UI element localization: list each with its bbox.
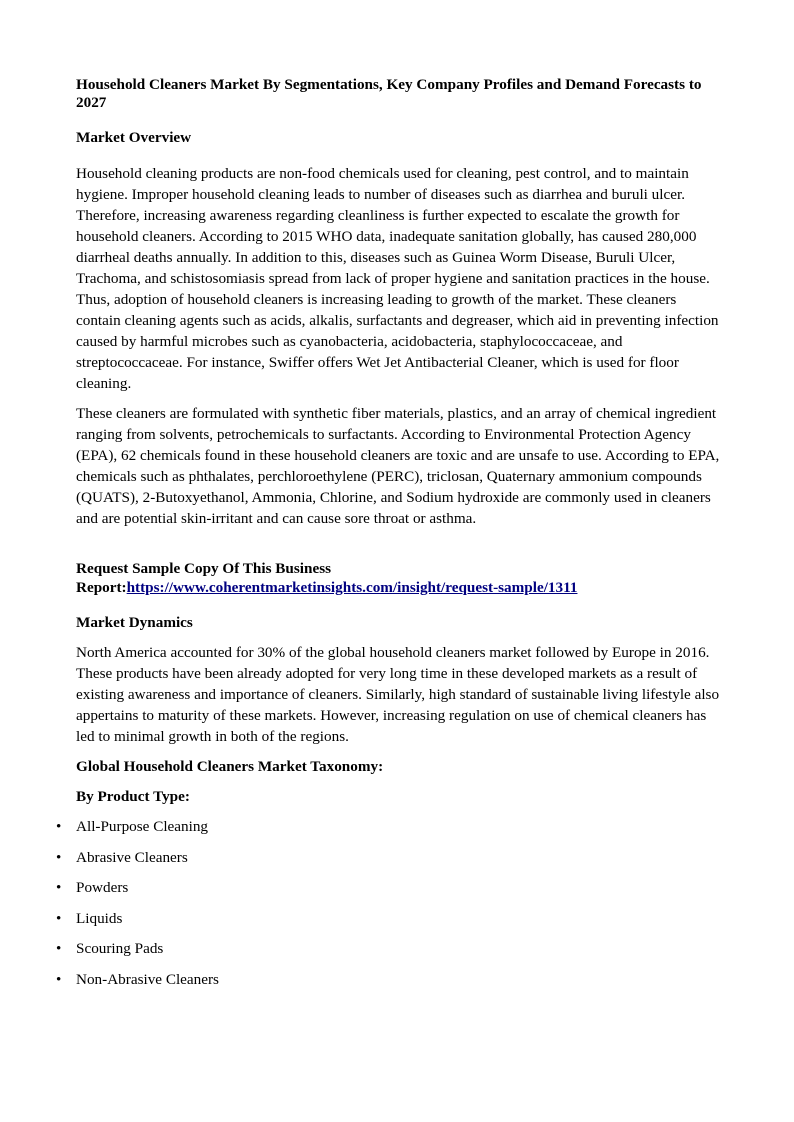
request-sample [76,559,724,597]
list-item-label: Abrasive Cleaners [76,848,188,866]
bullet-icon: • [56,848,62,866]
list-item-label: Non-Abrasive Cleaners [76,970,219,988]
bullet-icon: • [56,818,62,835]
section-heading-dynamics: Market Dynamics [76,614,193,631]
list-item-label: All-Purpose Cleaning [76,818,209,835]
list-item [56,816,724,837]
bullet-icon: • [56,940,62,957]
product-type-heading: By Product Type: [76,788,190,805]
taxonomy-heading: Global Household Cleaners Market Taxonomy: [76,758,384,775]
overview-paragraph-2: These cleaners are formulated with synthetic fiber materials, plastics, and an array of chemical ingredient ranging from solvents, petrochemicals to surfactants. According to Environmental Protection Agency (EPA), 62 chemicals found in these household cleaners are toxic and are unsafe to use. According to EPA, chemicals such as phthalates, perchloroethylene (PERC), triclosan, Quaternary ammonium compounds (QUATS), 2-Butoxyethanol, Ammonia, Chlorine, and Sodium hydroxide are commonly used in cleaners and are potential skin-irritant and can cause sore throat or asthma. [76,405,720,527]
list-item-label: Liquids [76,909,123,927]
dynamics-paragraph: North America accounted for 30% of the global household cleaners market followed by Europe in 2016. These products have been already adopted for very long time in these developed markets as a result of existing awareness and importance of cleaners. Similarly, high standard of sustainable living lifestyle also appertains to maturity of these markets. However, increasing regulation on use of chemical cleaners has led to minimal growth in both of the regions. [76,644,720,745]
list-item-label: Powders [76,879,129,896]
list-item [56,938,724,959]
product-type-list [56,816,724,990]
bullet-icon: • [56,970,62,988]
list-item [56,847,724,868]
list-item-label: Scouring Pads [76,940,164,957]
document-content [56,76,724,999]
list-item [56,969,724,990]
bullet-icon: • [56,879,62,896]
request-label-line2: Report: [76,579,127,596]
request-sample-link[interactable]: https://www.coherentmarketinsights.com/insight/request-sample/1311 [126,579,578,596]
request-label-line1: Request Sample Copy Of This Business [76,560,332,577]
list-item [56,908,724,929]
list-item [56,877,724,898]
bullet-icon: • [56,909,62,927]
document-title: Household Cleaners Market By Segmentations, Key Company Profiles and Demand Forecasts to 2027 [76,76,702,111]
section-heading-overview: Market Overview [76,129,192,146]
overview-paragraph-1: Household cleaning products are non-food chemicals used for cleaning, pest control, and to maintain hygiene. Improper household cleaning leads to number of diseases such as diarrhea and buruli ulcer. Therefore, increasing awareness regarding cleanliness is further expected to escalate the growth for household cleaners. According to 2015 WHO data, inadequate sanitation globally, has caused 280,000 diarrheal deaths annually. In addition to this, diseases such as Guinea Worm Disease, Buruli Ulcer, Trachoma, and schistosomiasis spread from lack of proper hygiene and sanitation practices in the house. Thus, adoption of household cleaners is increasing leading to growth of the market. These cleaners contain cleaning agents such as acids, alkalis, surfactants and degreaser, which aid in preventing infection caused by harmful microbes such as cyanobacteria, acidobacteria, staphylococcaceae, and streptococcaceae. For instance, Swiffer offers Wet Jet Antibacterial Cleaner, which is used for floor cleaning. [76,165,719,392]
